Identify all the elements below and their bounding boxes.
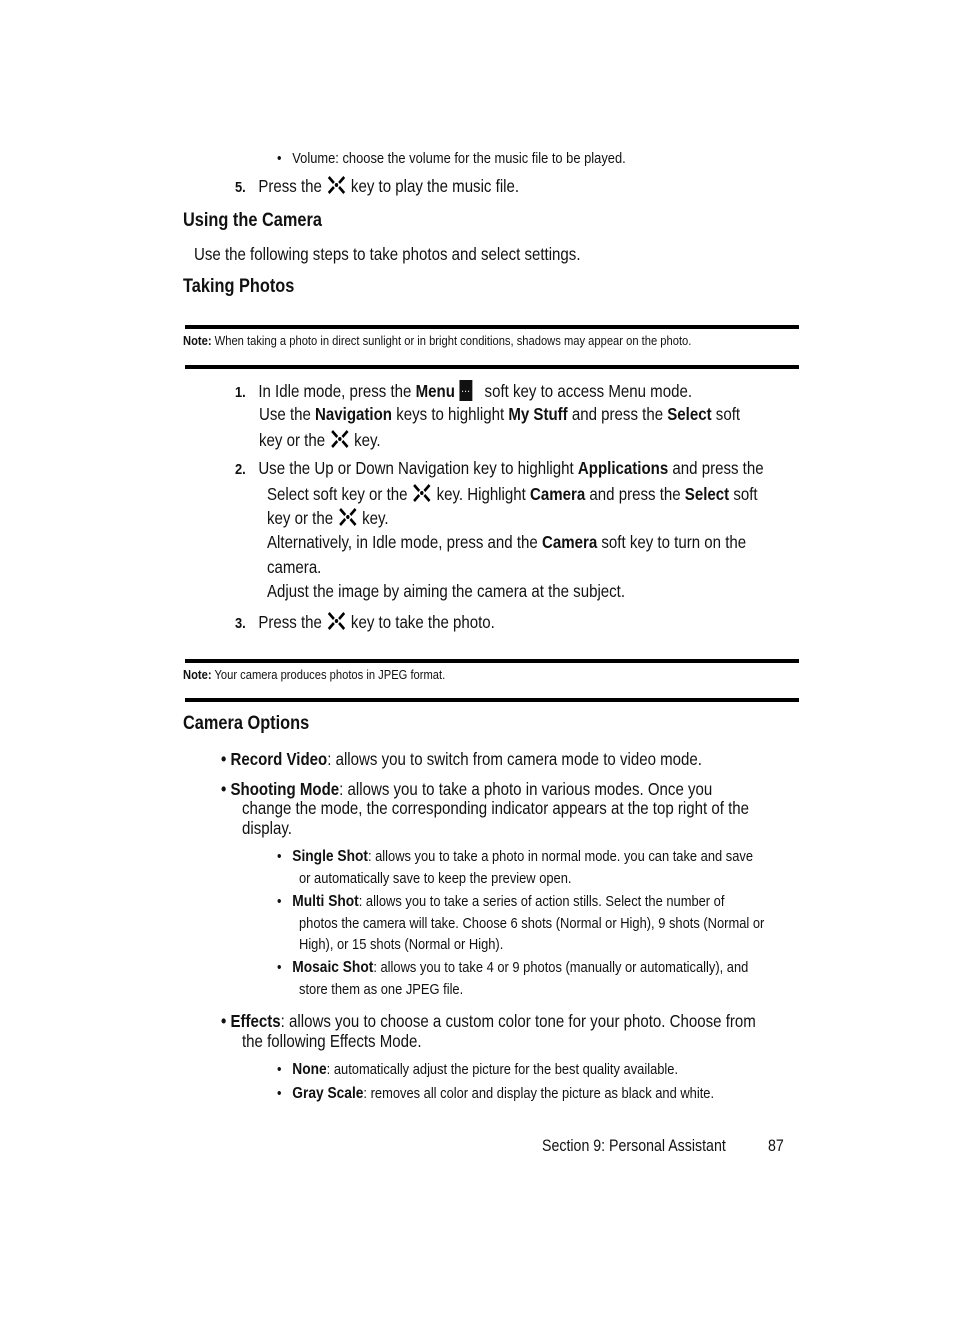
multi-shot-desc: : allows you to take a series of action stills. Select the number of — [358, 893, 725, 910]
effects-term: Effects — [230, 1011, 281, 1031]
step-3-number: 3. — [235, 615, 246, 632]
ok-key-icon — [337, 507, 358, 527]
page-number: 87 — [768, 1137, 784, 1155]
step-2-text: soft key to turn on the — [601, 532, 747, 552]
camera-term: Camera — [529, 484, 586, 504]
select-term: Select — [667, 404, 712, 424]
step-1-text: soft — [715, 404, 741, 424]
step-1-text: In Idle mode, press the — [258, 381, 412, 401]
note-1-text: When taking a photo in direct sunlight or in bright conditions, shadows may appear on the photo. — [214, 333, 692, 348]
note-1 — [183, 333, 691, 348]
step-1-text: and press the — [571, 404, 664, 424]
sub-none: • None: automatically adjust the picture for the best quality available. — [277, 1061, 679, 1078]
step-1-number: 1. — [235, 384, 246, 401]
step-5 — [235, 175, 519, 197]
ok-key-icon — [412, 483, 433, 503]
bullet: • — [221, 1011, 227, 1031]
multi-shot-term: Multi Shot — [292, 893, 359, 910]
bullet: • — [221, 749, 227, 769]
shooting-mode-line-2: change the mode, the corresponding indicator appears at the top right of the — [242, 798, 750, 818]
none-desc: : automatically adjust the picture for the best quality available. — [326, 1061, 679, 1078]
sub-mosaic-shot: • Mosaic Shot: allows you to take 4 or 9 photos (manually or automatically), and — [277, 959, 749, 976]
step-2-text: and press the — [672, 458, 764, 478]
note-2 — [183, 667, 445, 682]
camera-term: Camera — [541, 532, 598, 552]
sub-single-shot: • Single Shot: allows you to take a photo in normal mode. you can take and save — [277, 848, 754, 865]
record-video-term: Record Video — [230, 749, 328, 769]
shooting-mode-desc: : allows you to take a photo in various modes. Once you — [339, 779, 713, 799]
step-1-text: key. — [354, 430, 381, 450]
step-2-text: key. — [362, 508, 389, 528]
option-record-video — [221, 749, 702, 770]
step-1-text: key or the — [259, 430, 326, 450]
step-2-line-1 — [235, 458, 764, 479]
step-1-line-2 — [259, 404, 740, 425]
gray-scale-desc: : removes all color and display the picture as black and white. — [363, 1085, 715, 1102]
bullet-volume: • Volume: choose the volume for the music file to be played. — [277, 150, 626, 167]
sub-gray-scale: • Gray Scale: removes all color and display the picture as black and white. — [277, 1085, 715, 1102]
none-term: None — [292, 1061, 327, 1078]
my-stuff-term: My Stuff — [508, 404, 568, 424]
multi-shot-line-3: High), or 15 shots (Normal or High). — [299, 936, 504, 953]
step-2-text: and press the — [589, 484, 681, 504]
using-camera-intro: Use the following steps to take photos and select settings. — [194, 244, 581, 264]
step-3 — [235, 611, 495, 633]
step-2-text: Use the Up or Down Navigation key to highlight — [258, 458, 574, 478]
note-rule-top — [185, 325, 799, 329]
mosaic-shot-desc: : allows you to take 4 or 9 photos (manually or automatically), and — [373, 959, 749, 976]
option-effects — [221, 1011, 756, 1032]
select-term: Select — [684, 484, 730, 504]
ok-key-icon — [326, 611, 347, 631]
step-2-number: 2. — [235, 461, 246, 478]
applications-term: Applications — [577, 458, 669, 478]
step-1-line-1 — [235, 380, 692, 402]
step-3-text: key to take the photo. — [350, 612, 495, 632]
step-2-text: Alternatively, in Idle mode, press and the — [267, 532, 538, 552]
note-2-label: Note: — [183, 667, 212, 682]
heading-taking-photos: Taking Photos — [183, 276, 295, 297]
single-shot-term: Single Shot — [292, 848, 368, 865]
ok-key-icon — [329, 429, 350, 449]
menu-soft-key-icon — [459, 380, 472, 401]
menu-term: Menu — [415, 381, 455, 401]
ok-key-icon — [326, 175, 347, 195]
step-2-line-4 — [267, 532, 746, 553]
note-1-label: Note: — [183, 333, 212, 348]
note-rule-bottom — [185, 365, 799, 369]
step-3-text: Press the — [258, 612, 322, 632]
step-2-line-3 — [267, 507, 389, 529]
shooting-mode-term: Shooting Mode — [230, 779, 340, 799]
step-5-text-pre: Press the — [258, 176, 322, 196]
bullet: • — [221, 779, 227, 799]
effects-desc: : allows you to choose a custom color tone for your photo. Choose from — [280, 1011, 756, 1031]
note-2-text: Your camera produces photos in JPEG format. — [214, 667, 446, 682]
footer-section: Section 9: Personal Assistant — [542, 1137, 726, 1155]
single-shot-line-2: or automatically save to keep the preview open. — [299, 870, 572, 887]
navigation-term: Navigation — [315, 404, 393, 424]
sub-multi-shot: • Multi Shot: allows you to take a series of action stills. Select the number of — [277, 893, 725, 910]
mosaic-shot-term: Mosaic Shot — [292, 959, 374, 976]
heading-camera-options: Camera Options — [183, 713, 310, 734]
note-rule-top — [185, 659, 799, 663]
single-shot-desc: : allows you to take a photo in normal mode. you can take and save — [367, 848, 754, 865]
gray-scale-term: Gray Scale — [292, 1085, 364, 1102]
step-5-number: 5. — [235, 179, 246, 196]
step-2-text: key or the — [267, 508, 334, 528]
option-shooting-mode — [221, 779, 712, 800]
step-2-line-6: Adjust the image by aiming the camera at the subject. — [267, 581, 626, 601]
step-2-line-2 — [267, 483, 758, 505]
step-1-line-3 — [259, 429, 381, 451]
bullet-volume-text: Volume: choose the volume for the music file to be played. — [292, 150, 626, 167]
step-2-line-5: camera. — [267, 557, 322, 577]
step-1-text: Use the — [259, 404, 311, 424]
shooting-mode-line-3: display. — [242, 818, 292, 838]
note-rule-bottom — [185, 698, 799, 702]
mosaic-shot-line-2: store them as one JPEG file. — [299, 981, 464, 998]
step-5-text-post: key to play the music file. — [350, 176, 520, 196]
record-video-desc: : allows you to switch from camera mode to video mode. — [327, 749, 702, 769]
multi-shot-line-2: photos the camera will take. Choose 6 shots (Normal or High), 9 shots (Normal or — [299, 915, 765, 932]
step-2-text: key. Highlight — [436, 484, 526, 504]
step-1-text: keys to highlight — [396, 404, 505, 424]
effects-line-2: the following Effects Mode. — [242, 1031, 422, 1051]
step-2-text: soft — [733, 484, 758, 504]
step-1-text: soft key to access Menu mode. — [484, 381, 693, 401]
heading-using-camera: Using the Camera — [183, 210, 322, 231]
step-2-text: Select soft key or the — [267, 484, 408, 504]
